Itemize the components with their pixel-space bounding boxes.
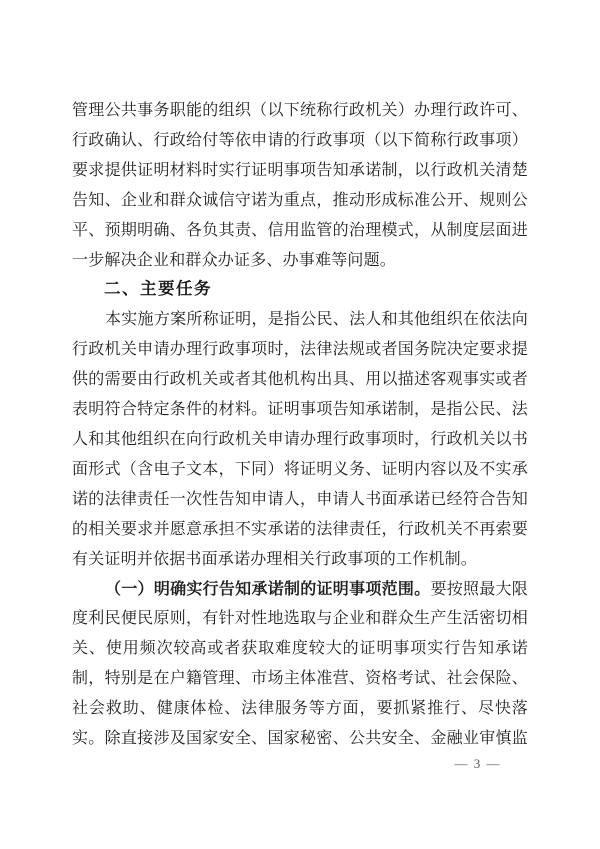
text-line: 管理公共事务职能的组织（以下统称行政机关）办理行政许可、 <box>72 102 528 119</box>
text-line: 有关证明并依据书面承诺办理相关行政事项的工作机制。 <box>72 550 478 568</box>
text-line: 告知、企业和群众诚信守诺为重点，推动形成标准公开、规则公 <box>72 191 528 209</box>
text-line: 制，特别是在户籍管理、市场主体准营、资格考试、社会保险、 <box>72 670 528 688</box>
text-line: 人和其他组织在向行政机关申请办理行政事项时，行政机关以书 <box>72 430 528 448</box>
text-line: 诺的法律责任一次性告知申请人，申请人书面承诺已经符合告知 <box>72 490 528 508</box>
text-line: 行政机关申请办理行政事项时，法律法规或者国务院决定要求提 <box>72 341 528 359</box>
text-line: 的相关要求并愿意承担不实承诺的法律责任，行政机关不再索要 <box>72 520 528 538</box>
paragraph-continuation <box>72 96 528 275</box>
document-body <box>72 96 528 754</box>
page-number: — 3 — <box>454 756 501 771</box>
text-line: 行政确认、行政给付等依申请的行政事项（以下简称行政事项） <box>72 131 528 149</box>
text-line: 面形式（含电子文本，下同）将证明义务、证明内容以及不实承 <box>72 460 528 478</box>
text-line: 平、预期明确、各负其责、信用监管的治理模式，从制度层面进 <box>72 221 528 239</box>
text-line: 社会救助、健康体检、法律服务等方面，要抓紧推行、尽快落 <box>72 700 528 718</box>
text-line: 要求提供证明材料时实行证明事项告知承诺制，以行政机关清楚 <box>72 161 528 179</box>
paragraph-task-scope <box>72 575 528 754</box>
section-heading: 二、主要任务 <box>104 280 212 299</box>
text-line: 度利民便民原则，有针对性地选取与企业和群众生产生活密切相 <box>72 610 528 628</box>
paragraph-definition <box>72 305 528 574</box>
text-line: 实。除直接涉及国家安全、国家秘密、公共安全、金融业审慎监 <box>72 730 528 748</box>
text-line: 一步解决企业和群众办证多、办事难等问题。 <box>72 251 397 269</box>
text-line: （一）明确实行告知承诺制的证明事项范围。要按照最大限 <box>105 580 528 598</box>
text-line: 关、使用频次较高或者获取难度较大的证明事项实行告知承诺 <box>72 640 528 658</box>
text-line: 本实施方案所称证明，是指公民、法人和其他组织在依法向 <box>105 311 528 329</box>
text-line: 供的需要由行政机关或者其他机构出具、用以描述客观事实或者 <box>72 371 528 389</box>
text-line: 表明符合特定条件的材料。证明事项告知承诺制，是指公民、法 <box>72 401 528 419</box>
